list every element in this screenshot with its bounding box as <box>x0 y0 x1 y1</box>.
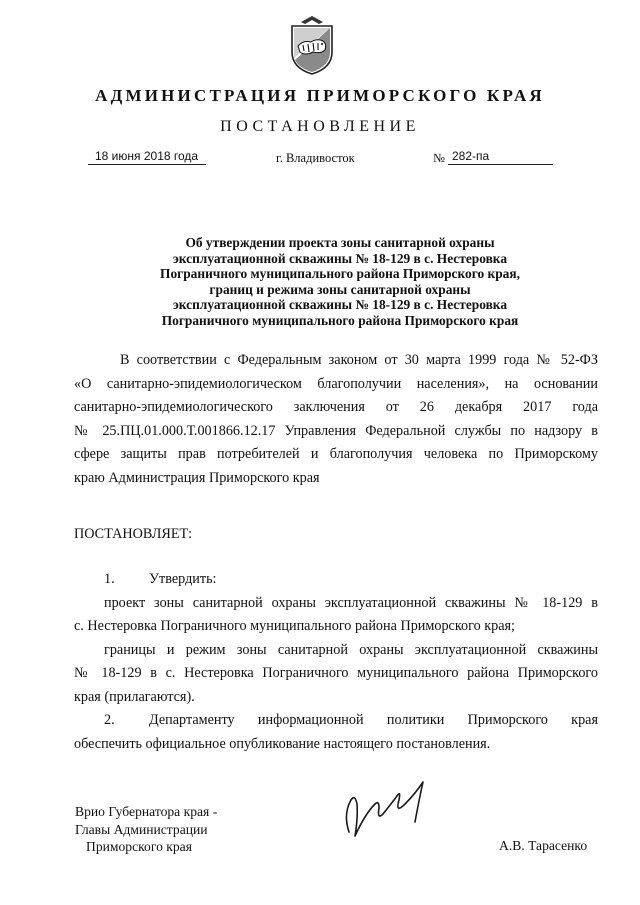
item-1 <box>74 568 598 592</box>
document-title <box>70 235 610 328</box>
preamble-line: «О санитарно-эпидемиологическом благополучии населения», на основании <box>74 375 598 392</box>
number-label: № <box>433 151 445 165</box>
document-type: ПОСТАНОВЛЕНИЕ <box>220 118 420 135</box>
item-1-sub1-line: с. Нестеровка Пограничного муниципального района Приморского края; <box>74 618 515 634</box>
item-2-line <box>74 709 598 733</box>
document-date: 18 июня 2018 года <box>95 149 199 163</box>
resolution-items <box>74 568 598 756</box>
document-city: г. Владивосток <box>276 151 355 165</box>
title-line: эксплуатационной скважины № 18-129 в с. Нестеровка <box>172 250 508 266</box>
title-line: Пограничного муниципального района Приморского края, <box>160 266 520 281</box>
resolves-heading: ПОСТАНОВЛЯЕТ: <box>74 526 193 542</box>
item-1-text: Утвердить: <box>149 571 217 587</box>
handwritten-signature <box>335 774 435 844</box>
title-line: границ и режима зоны санитарной охраны <box>209 281 471 297</box>
signer-position-line: Приморского края <box>86 839 192 854</box>
item-1-sub1-line: проект зоны санитарной охраны эксплуатационной скважины № 18-129 в <box>104 594 598 611</box>
coat-of-arms-emblem <box>287 14 337 76</box>
preamble-line: В соответствии с Федеральным законом от 30 марта 1999 года № 52-ФЗ <box>120 352 598 368</box>
title-line: Пограничного муниципального района Приморского края <box>161 312 519 328</box>
preamble-line: № 25.ПЦ.01.000.Т.001866.12.17 Управления Федеральной службы по надзору в <box>74 422 598 439</box>
preamble-paragraph <box>74 349 598 490</box>
number-underline <box>448 164 553 165</box>
preamble-line: сфере защиты прав потребителей и благополучия человека по Приморскому <box>74 446 598 462</box>
signer-position-line: Главы Администрации <box>75 821 208 837</box>
item-1-sub2-line: № 18-129 в с. Нестеровка Пограничного муниципального района Приморского <box>74 665 598 681</box>
title-line: эксплуатационной скважины № 18-129 в с. Нестеровка <box>172 297 508 312</box>
item-1-sub2-line: края (прилагаются). <box>74 688 195 705</box>
item-2-number: 2. <box>104 712 115 728</box>
signer-position <box>75 803 217 856</box>
document-number: 282-па <box>452 149 490 163</box>
item-1-sub2-line: границы и режим зоны санитарной охраны эксплуатационной скважины <box>104 641 598 658</box>
item-2-line: обеспечить официальное опубликование настоящего постановления. <box>74 735 491 752</box>
item-1-number: 1. <box>104 571 115 587</box>
preamble-line: санитарно-эпидемиологического заключения от 26 декабря 2017 года <box>74 399 598 415</box>
signer-name: А.В. Тарасенко <box>499 838 588 853</box>
date-underline <box>88 164 206 165</box>
item-2-text: Департаменту информационной политики Приморского края <box>149 712 598 728</box>
preamble-line: краю Администрация Приморского края <box>74 469 320 486</box>
organization-name: АДМИНИСТРАЦИЯ ПРИМОРСКОГО КРАЯ <box>95 86 545 105</box>
signer-position-line: Врио Губернатора края - <box>75 804 218 819</box>
title-line: Об утверждении проекта зоны санитарной охраны <box>185 235 495 250</box>
